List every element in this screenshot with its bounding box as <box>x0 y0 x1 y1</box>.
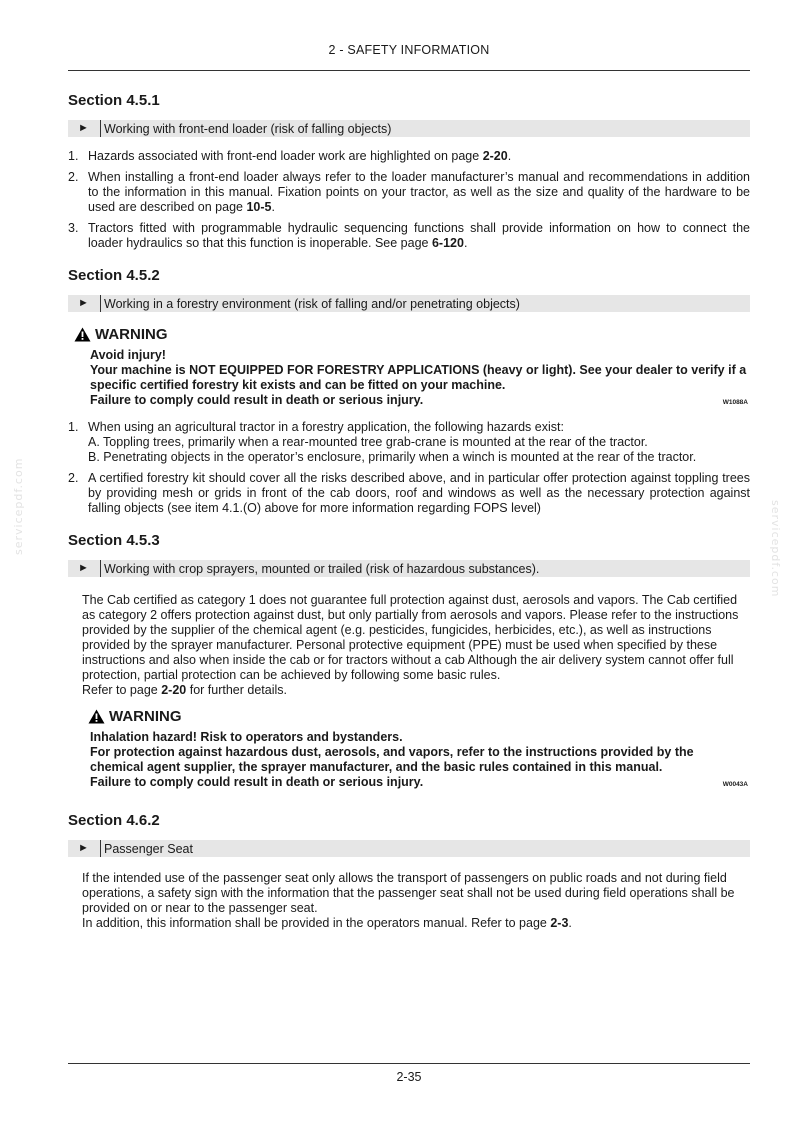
page-content <box>68 90 750 931</box>
warning-code: W0043A <box>722 781 748 788</box>
topic-bar <box>68 840 750 857</box>
page-reference: 2-3 <box>550 916 569 930</box>
topic-bar <box>68 560 750 577</box>
header-title: 2 - SAFETY INFORMATION <box>328 43 490 57</box>
topic-label: Working with front-end loader (risk of falling objects) <box>104 121 392 136</box>
page-reference: 10-5 <box>246 200 272 214</box>
topic-label: Passenger Seat <box>104 841 193 856</box>
warning-triangle-icon <box>74 327 91 342</box>
list-text: When using an agricultural tractor in a forestry application, the following hazards exist: <box>88 420 564 434</box>
refer-text-end: . <box>568 916 572 930</box>
hazard-list <box>68 149 750 251</box>
warning-heading <box>68 324 750 344</box>
list-text-end: . <box>271 200 275 214</box>
warning-text <box>68 726 750 790</box>
warning-box <box>68 706 750 790</box>
page-footer <box>68 1063 750 1084</box>
section-title: Section 4.5.3 <box>68 532 160 549</box>
warning-text <box>68 344 750 408</box>
sub-item: A. Toppling trees, primarily when a rear-mounted tree grab-crane is mounted at the rear of the tractor. <box>88 435 648 449</box>
list-item <box>68 420 750 465</box>
warning-triangle-icon <box>88 709 105 724</box>
list-text: Tractors fitted with programmable hydraulic sequencing functions shall provide information on how to connect the loader hydraulics so that this function is inoperable. See page <box>88 221 750 250</box>
warning-heading <box>68 706 750 726</box>
list-item <box>68 149 750 164</box>
list-text: Hazards associated with front-end loader work are highlighted on page <box>88 149 483 163</box>
body-paragraph <box>68 871 750 931</box>
list-item <box>68 221 750 251</box>
arrow-right-icon: ► <box>78 297 89 309</box>
watermark-right: servicepdf.com <box>769 500 782 598</box>
bar-divider <box>100 295 101 312</box>
warning-code: W1088A <box>722 399 748 406</box>
list-text-end: . <box>463 236 468 250</box>
arrow-right-icon: ► <box>78 122 89 134</box>
watermark-left: servicepdf.com <box>12 457 25 555</box>
list-number: 3. <box>68 221 79 235</box>
sub-item: B. Penetrating objects in the operator’s enclosure, primarily when a winch is mounted at the rear of the tractor. <box>88 450 697 464</box>
section-4-5-3 <box>68 530 750 790</box>
section-title: Section 4.6.2 <box>68 812 160 829</box>
page-reference: 2-20 <box>161 683 187 697</box>
warning-line: Failure to comply could result in death or serious injury. <box>90 775 424 789</box>
section-4-5-1 <box>68 90 750 251</box>
body-paragraph <box>68 593 750 698</box>
refer-text: In addition, this information shall be provided in the operators manual. Refer to page <box>82 916 551 930</box>
topic-label: Working with crop sprayers, mounted or trailed (risk of hazardous substances). <box>104 561 540 576</box>
warning-line: Failure to comply could result in death or serious injury. <box>90 393 424 407</box>
list-number: 2. <box>68 471 79 485</box>
paragraph-text: The Cab certified as category 1 does not guarantee full protection against dust, aerosols and vapors. The Cab certified as category 2 offers protection against dust, but only partially from aerosols and vapors. Please refer to the instructions provided by the supplier of the chemical agent (e.g. pesticides, fungicides, herbicides, etc.), as well as instructions provided by the sprayer manufacturer. Personal protective equipment (PPE) must be used when specified by these instructions and also when inside the cab or for tractors without a cab Although the air delivery system cannot offer full protection, partial protection can be achieved by following some basic rules. <box>82 593 739 682</box>
warning-box <box>68 324 750 408</box>
page-reference: 2-20 <box>482 149 508 163</box>
page-number: 2-35 <box>396 1070 422 1084</box>
section-4-6-2 <box>68 810 750 931</box>
warning-line: Your machine is NOT EQUIPPED FOR FORESTRY APPLICATIONS (heavy or light). See your dealer to verify if a specific certified forestry kit exists and can be fitted on your machine. <box>90 363 747 392</box>
list-text: When installing a front-end loader always refer to the loader manufacturer’s manual and recommendations in addition to the information in this manual. Fixation points on your tractor, as well as the size and quality of the hardware to be used are described on page <box>88 170 750 214</box>
topic-bar <box>68 120 750 137</box>
list-item <box>68 471 750 516</box>
warning-label: WARNING <box>95 325 168 343</box>
refer-text-end: for further details. <box>186 683 287 697</box>
bar-divider <box>100 840 101 857</box>
list-text-end: . <box>507 149 512 163</box>
bar-divider <box>100 120 101 137</box>
list-number: 1. <box>68 149 79 163</box>
paragraph-text: If the intended use of the passenger seat only allows the transport of passengers on public roads and not during field operations, a safety sign with the information that the passenger seat shall not be used during field operations shall be provided on or near to the passenger seat. <box>82 871 735 915</box>
arrow-right-icon: ► <box>78 842 89 854</box>
list-number: 2. <box>68 170 79 184</box>
refer-text: Refer to page <box>82 683 162 697</box>
arrow-right-icon: ► <box>78 562 89 574</box>
list-item <box>68 170 750 215</box>
bar-divider <box>100 560 101 577</box>
section-4-5-2 <box>68 265 750 516</box>
list-text: A certified forestry kit should cover all the risks described above, and in particular offer protection against toppling trees by providing mesh or grids in front of the cab doors, roof and windows as well as the necessary protection against falling objects (see item 4.1.(O) above for more information regarding FOPS level) <box>88 471 750 515</box>
topic-bar <box>68 295 750 312</box>
page-header <box>68 0 750 71</box>
warning-line: Inhalation hazard! Risk to operators and bystanders. <box>90 730 403 744</box>
warning-line: For protection against hazardous dust, aerosols, and vapors, refer to the instructions provided by the chemical agent supplier, the sprayer manufacturer, and the basic rules contained in this manual. <box>90 745 694 774</box>
topic-label: Working in a forestry environment (risk of falling and/or penetrating objects) <box>104 296 520 311</box>
warning-line: Avoid injury! <box>90 348 166 362</box>
warning-label: WARNING <box>109 707 182 725</box>
hazard-list <box>68 420 750 516</box>
list-number: 1. <box>68 420 79 434</box>
section-title: Section 4.5.2 <box>68 267 160 284</box>
page-reference: 6-120 <box>431 236 464 250</box>
section-title: Section 4.5.1 <box>68 92 160 109</box>
